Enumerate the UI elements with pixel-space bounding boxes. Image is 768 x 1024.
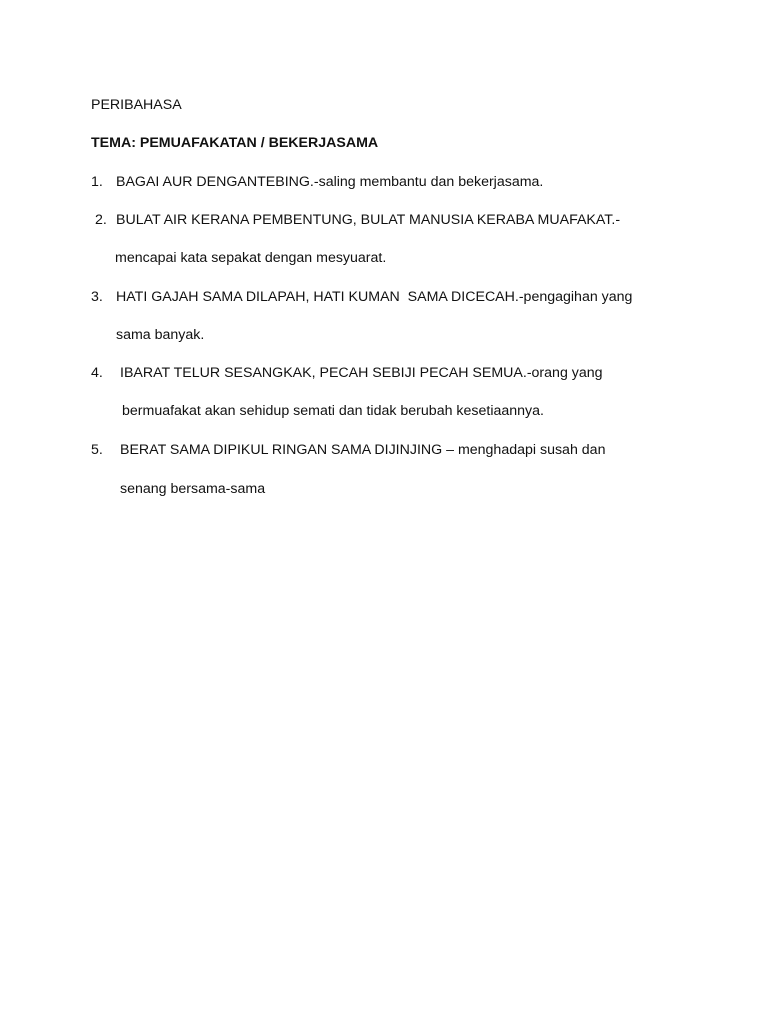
list-item-continuation: bermuafakat akan sehidup semati dan tidak berubah kesetiaannya.	[122, 403, 544, 419]
document-heading: PERIBAHASA	[91, 97, 182, 113]
list-item-number: 1.	[91, 174, 103, 190]
list-item-number: 4.	[91, 365, 103, 381]
list-item-continuation: sama banyak.	[116, 327, 205, 343]
list-item-text: BULAT AIR KERANA PEMBENTUNG, BULAT MANUSIA KERABA MUAFAKAT.-	[116, 212, 621, 228]
list-item-number: 3.	[91, 289, 103, 305]
theme-heading: TEMA: PEMUAFAKATAN / BEKERJASAMA	[91, 135, 379, 151]
list-item-text: BAGAI AUR DENGANTEBING.-saling membantu dan bekerjasama.	[116, 174, 544, 190]
list-item-continuation: senang bersama-sama	[120, 481, 266, 497]
list-item-text: HATI GAJAH SAMA DILAPAH, HATI KUMAN SAMA DICECAH.-pengagihan yang	[116, 289, 633, 305]
list-item-number: 2.	[95, 212, 107, 228]
list-item-text: BERAT SAMA DIPIKUL RINGAN SAMA DIJINJING – menghadapi susah dan	[120, 442, 606, 458]
list-item-number: 5.	[91, 442, 103, 458]
list-item-text: IBARAT TELUR SESANGKAK, PECAH SEBIJI PECAH SEMUA.-orang yang	[120, 365, 603, 381]
list-item-continuation: mencapai kata sepakat dengan mesyuarat.	[115, 250, 387, 266]
